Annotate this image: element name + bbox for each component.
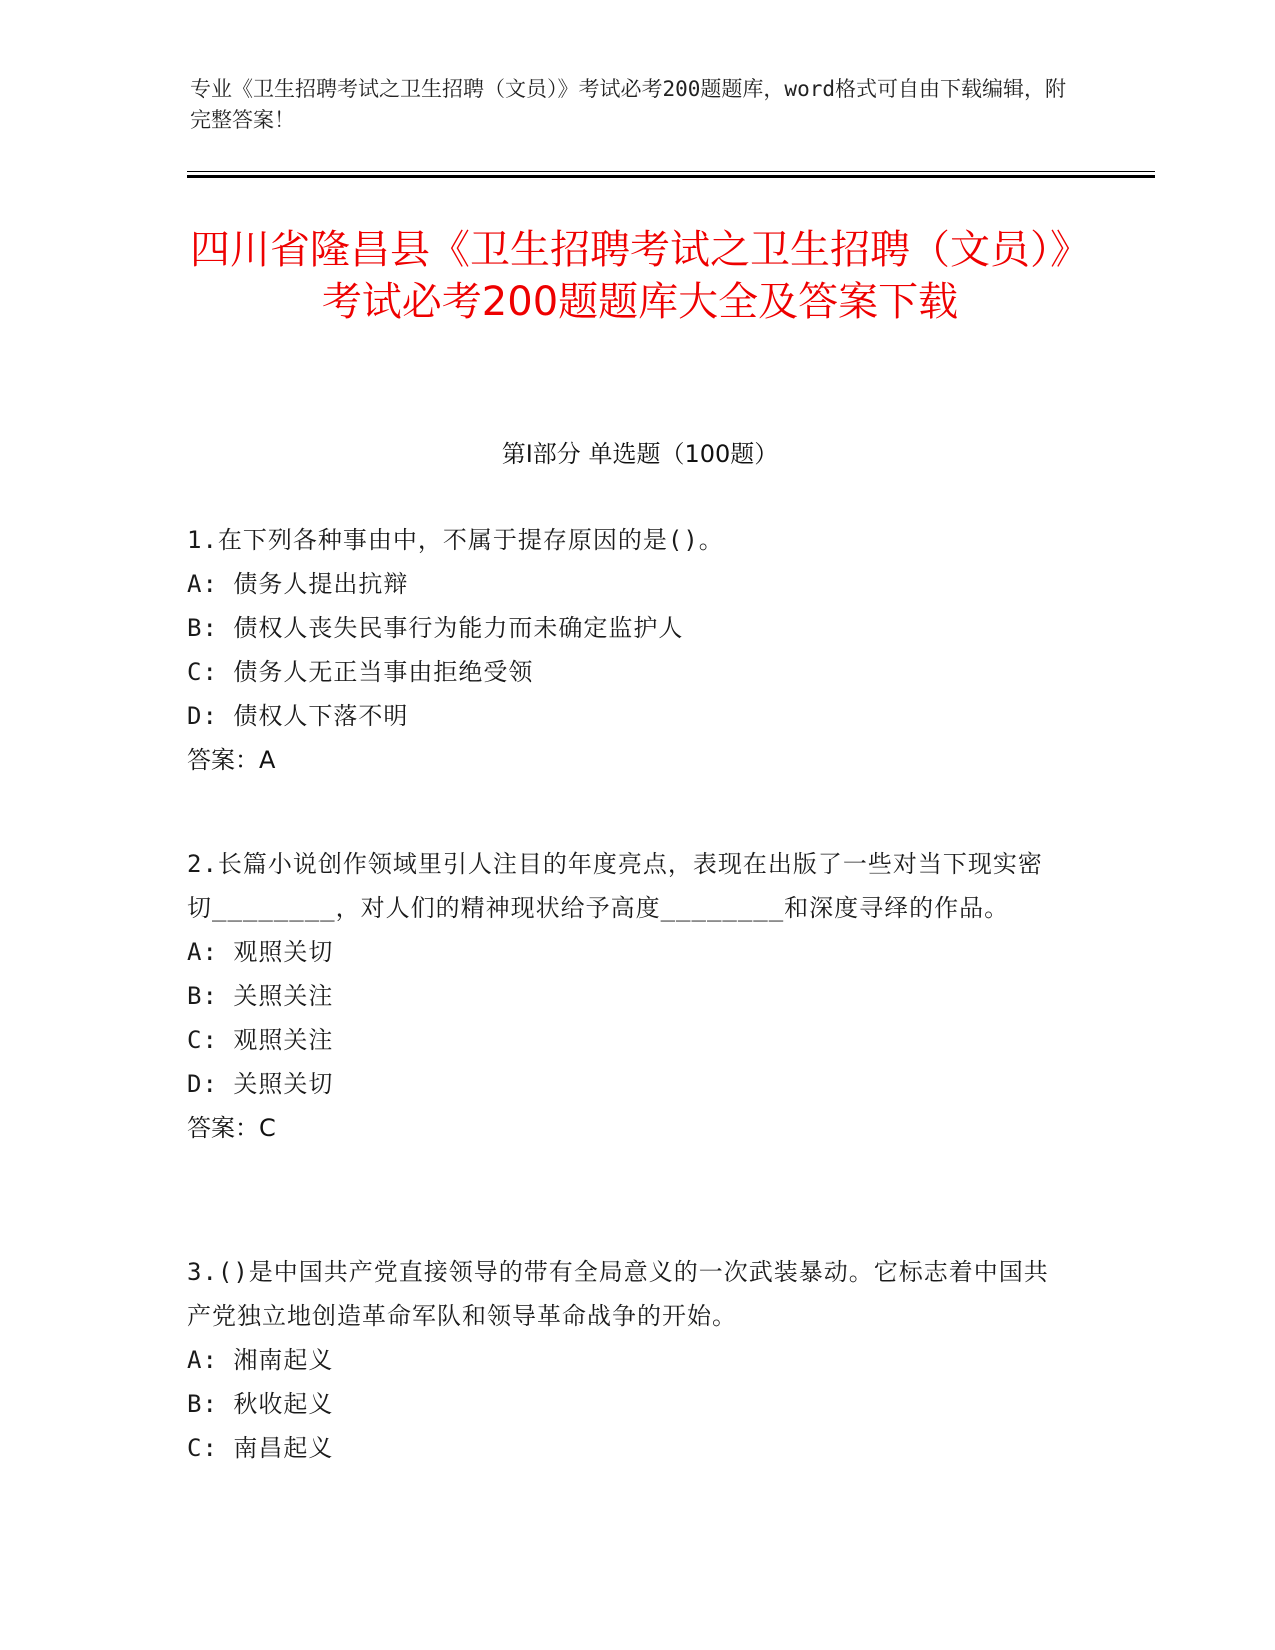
option-a: A: 观照关切 <box>187 938 334 966</box>
option-c: C: 南昌起义 <box>187 1434 334 1462</box>
header-divider-thin <box>187 171 1155 172</box>
answer: 答案：A <box>187 746 276 774</box>
option-c: C: 观照关注 <box>187 1026 334 1054</box>
section-heading: 第I部分 单选题（100题） <box>501 440 779 468</box>
document-title: 四川省隆昌县《卫生招聘考试之卫生招聘（文员）》考试必考200题题库大全及答案下载 <box>190 227 1090 325</box>
question-stem: 1.在下列各种事由中，不属于提存原因的是()。 <box>187 526 724 554</box>
option-b: B: 债权人丧失民事行为能力而未确定监护人 <box>187 614 684 642</box>
option-d: D: 关照关切 <box>187 1070 334 1098</box>
header-divider-thick <box>187 175 1155 178</box>
option-c: C: 债务人无正当事由拒绝受领 <box>187 658 534 686</box>
option-d: D: 债权人下落不明 <box>187 702 409 730</box>
option-b: B: 秋收起义 <box>187 1390 334 1418</box>
question-3 <box>187 1250 1067 1470</box>
question-2 <box>187 842 1067 1150</box>
option-b: B: 关照关注 <box>187 982 334 1010</box>
header-note: 专业《卫生招聘考试之卫生招聘（文员）》考试必考200题题库，word格式可自由下载编辑，附完整答案！ <box>190 77 1066 132</box>
question-stem: 2.长篇小说创作领域里引人注目的年度亮点，表现在出版了一些对当下现实密切________，对人们的精神现状给予高度________和深度寻绎的作品。 <box>187 850 1043 922</box>
option-a: A: 湘南起义 <box>187 1346 334 1374</box>
question-stem: 3.()是中国共产党直接领导的带有全局意义的一次武装暴动。它标志着中国共产党独立地创造革命军队和领导革命战争的开始。 <box>187 1258 1049 1330</box>
question-1 <box>187 518 1067 782</box>
answer: 答案：C <box>187 1114 276 1142</box>
option-a: A: 债务人提出抗辩 <box>187 570 409 598</box>
